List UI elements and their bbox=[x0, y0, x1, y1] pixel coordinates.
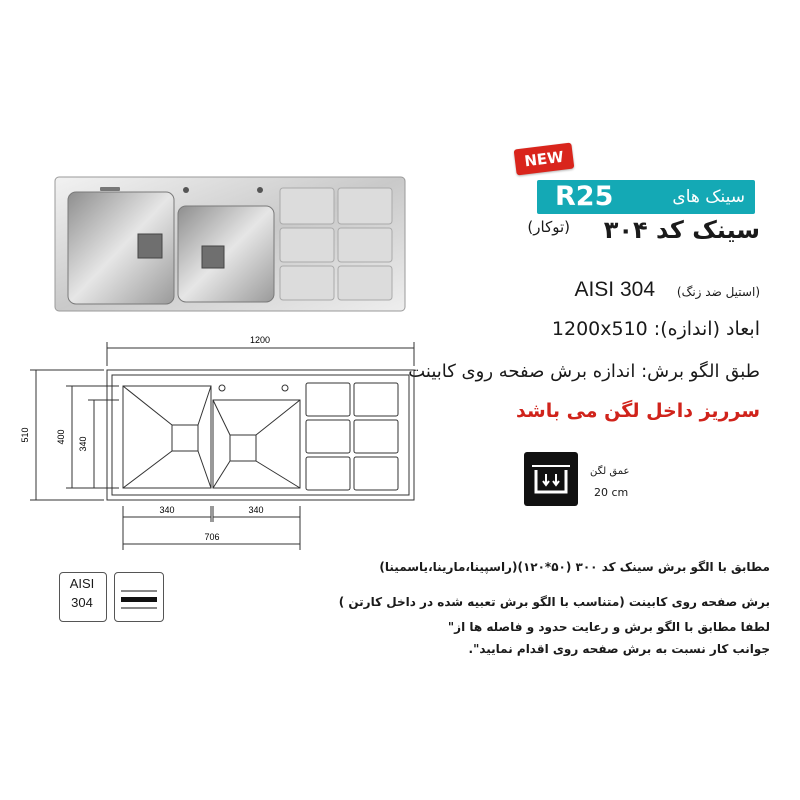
overflow-note: سرریز داخل لگن می باشد bbox=[516, 400, 760, 422]
depth-value: 20 cm bbox=[594, 486, 629, 499]
new-badge: NEW bbox=[514, 143, 575, 176]
note-line-1: مطابق با الگو برش سینک کد ۳۰۰ (۵۰*۱۲۰)(راسپینا،مارینا،یاسمینا) bbox=[379, 560, 770, 574]
product-type: (توکار) bbox=[527, 218, 570, 236]
sink-photo bbox=[54, 176, 406, 312]
dim-width: 1200 bbox=[249, 335, 271, 345]
sheet-thickness-icon bbox=[114, 572, 164, 622]
dim-bowl-height: 340 bbox=[78, 436, 88, 452]
note-line-3: لطفا مطابق با الگو برش و رعایت حدود و فاصله ها از" bbox=[447, 620, 770, 634]
note-line-2: برش صفحه روی کابینت (متناسب با الگو برش تعبیه شده در داخل کارتن ) bbox=[338, 595, 770, 609]
material-name: (استیل ضد زنگ) bbox=[676, 285, 760, 299]
model-code: R25 bbox=[555, 181, 614, 212]
aisi-badge-bottom: 304 bbox=[71, 595, 93, 610]
technical-drawing bbox=[14, 330, 424, 560]
note-line-4: جوانب کار نسبت به برش صفحه روی اقدام نمایید". bbox=[468, 642, 770, 656]
depth-label: عمق لگن bbox=[590, 466, 630, 477]
material-code: AISI 304 bbox=[574, 278, 655, 301]
basin-depth-icon bbox=[524, 452, 578, 506]
dim-height: 510 bbox=[20, 427, 30, 443]
dim-bowls-total: 706 bbox=[204, 532, 220, 542]
product-title: سینک کد ۳۰۴ bbox=[603, 216, 760, 244]
series-label: سینک های bbox=[672, 187, 745, 207]
dim-bowl1-width: 340 bbox=[159, 505, 175, 515]
cutout-note: طبق الگو برش: اندازه برش صفحه روی کابینت bbox=[408, 361, 760, 382]
dim-bowl-depth: 400 bbox=[56, 429, 66, 445]
dim-bowl2-width: 340 bbox=[248, 505, 264, 515]
dimensions: 1200x510 :ابعاد (اندازه) bbox=[551, 318, 760, 340]
aisi-badge-top: AISI bbox=[69, 576, 95, 591]
